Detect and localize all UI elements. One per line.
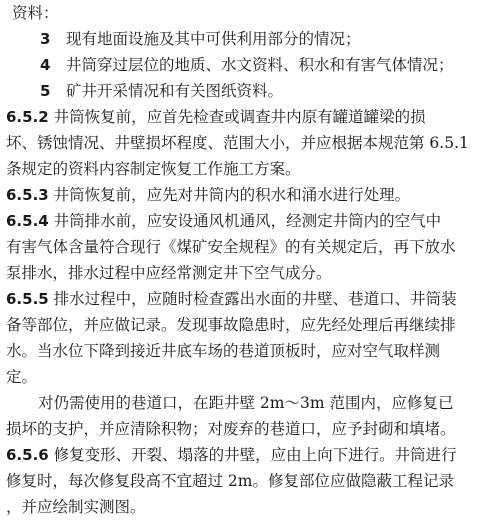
item-number: 4: [40, 56, 51, 74]
clause-6-5-5: [0, 286, 495, 312]
text-line: [0, 0, 495, 26]
clause-text: 损坏的支护，并应清除积物；对废弃的巷道口，应予封砌和填堵。: [6, 420, 456, 438]
clause-text: 修复变形、开裂、塌落的井壁，应由上向下进行。井筒进行: [53, 446, 457, 464]
item-number: 5: [40, 82, 51, 100]
text-line: [0, 364, 495, 390]
clause-number: 6.5.3: [6, 186, 49, 204]
text-line: [0, 156, 495, 182]
clause-text: 井筒恢复前，应首先检查或调查井内原有罐道罐梁的损: [53, 108, 426, 126]
clause-text: 对仍需使用的巷道口，在距井壁 2m～3m 范围内，应修复已: [38, 394, 454, 412]
clause-6-5-2: [0, 104, 495, 130]
item-text: 矿井开采情况和有关图纸资料。: [66, 82, 284, 100]
clause-number: 6.5.5: [6, 290, 49, 308]
clause-text: 泵排水，排水过程中应经常测定井下空气成分。: [6, 264, 332, 282]
clause-text: 井筒恢复前，应先对井筒内的积水和涌水进行处理。: [53, 186, 411, 204]
item-number: 3: [40, 30, 51, 48]
clause-6-5-3: [0, 182, 495, 208]
clause-text: 有害气体含量符合现行《煤矿安全规程》的有关规定后，再下放水: [6, 238, 456, 256]
list-item-5: [0, 78, 495, 104]
text-line: [0, 494, 495, 520]
text-line: [0, 234, 495, 260]
clause-text: 坏、锈蚀情况、井壁损坏程度、范围大小，并应根据本规范第 6.5.1: [6, 134, 469, 152]
list-item-4: [0, 52, 495, 78]
clause-text: 修复时，每次修复段高不宜超过 2m。修复部位应做隐蔽工程记录: [6, 472, 454, 490]
clause-6-5-6: [0, 442, 495, 468]
clause-6-5-4: [0, 208, 495, 234]
clause-text: 定。: [6, 368, 38, 386]
text-line: [0, 260, 495, 286]
clause-text: 井筒排水前，应安设通风机通风，经测定井筒内的空气中: [53, 212, 442, 230]
clause-number: 6.5.4: [6, 212, 49, 230]
item-text: 现有地面设施及其中可供利用部分的情况；: [66, 30, 361, 48]
clause-text: 条规定的资料内容制定恢复工作施工方案。: [6, 160, 301, 178]
text-line: [0, 338, 495, 364]
item-text: 井筒穿过层位的地质、水文资料、积水和有害气体情况；: [66, 56, 454, 74]
clause-text: 水。当水位下降到接近井底车场的巷道顶板时，应对空气取样测: [6, 342, 441, 360]
clause-text: 排水过程中，应随时检查露出水面的井壁、巷道口、井筒装: [53, 290, 457, 308]
clause-text: ，并应绘制实测图。: [6, 498, 146, 516]
text-line: [0, 468, 495, 494]
text-line: [0, 312, 495, 338]
list-item-3: [0, 26, 495, 52]
clause-number: 6.5.6: [6, 446, 49, 464]
clause-text: 备等部位，并应做记录。发现事故隐患时，应先经处理后再继续排: [6, 316, 456, 334]
text-line: [0, 130, 495, 156]
line-text: 资料：: [12, 4, 59, 22]
paragraph-line: [0, 390, 495, 416]
clause-number: 6.5.2: [6, 108, 49, 126]
text-line: [0, 416, 495, 442]
